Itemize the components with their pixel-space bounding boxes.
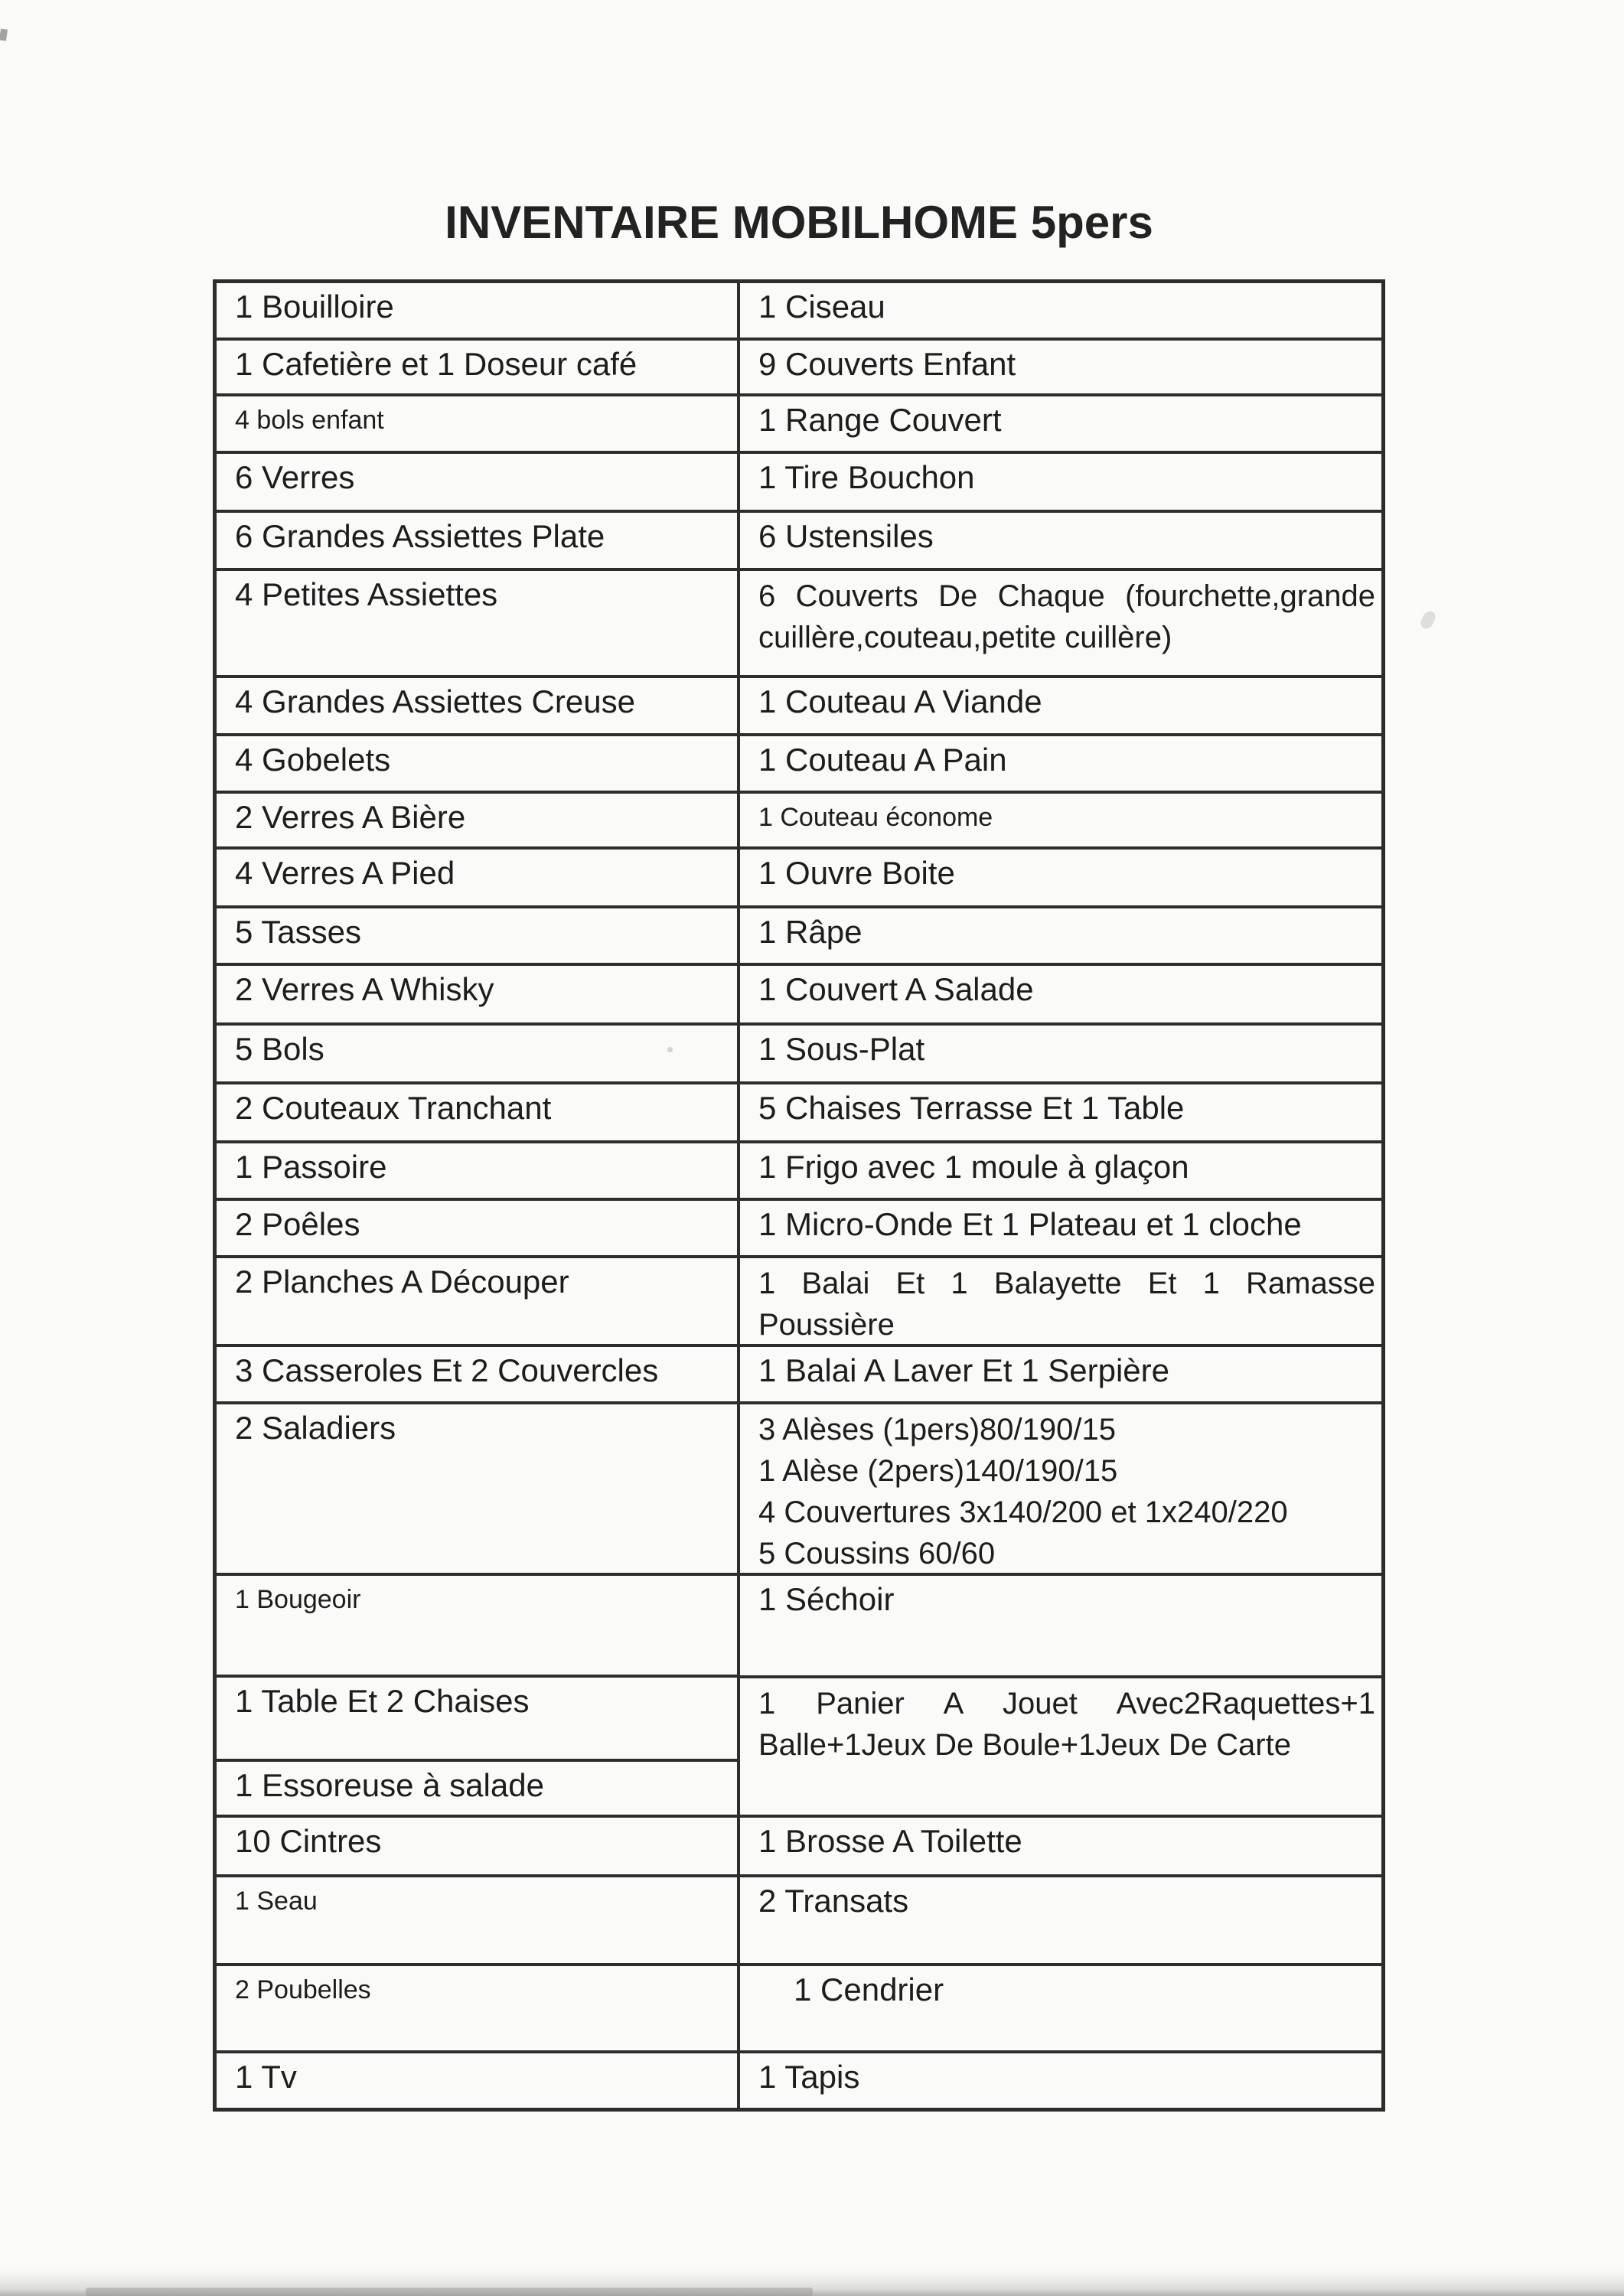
inventory-line: 3 Casseroles Et 2 Couvercles xyxy=(235,1352,659,1388)
inventory-line: 3 Alèses (1pers)80/190/15 xyxy=(758,1413,1116,1446)
inventory-cell xyxy=(217,513,737,571)
inventory-line: 1 Range Couvert xyxy=(758,402,1002,438)
inventory-cell xyxy=(217,2053,737,2108)
inventory-cell xyxy=(740,1026,1381,1084)
inventory-cell xyxy=(740,1258,1381,1347)
inventory-cell xyxy=(740,1347,1381,1404)
inventory-line: 1 Ciseau xyxy=(758,289,885,325)
inventory-cell xyxy=(740,571,1381,678)
inventory-line: 5 Tasses xyxy=(235,914,361,950)
inventory-cell xyxy=(217,341,737,396)
inventory-cell xyxy=(740,1084,1381,1143)
inventory-cell xyxy=(217,1877,737,1966)
inventory-line: 2 Poêles xyxy=(235,1206,360,1242)
scan-margin-smudge xyxy=(1419,609,1437,631)
inventory-cell xyxy=(740,396,1381,454)
inventory-cell xyxy=(740,1678,1381,1818)
inventory-cell xyxy=(217,794,737,850)
inventory-cell xyxy=(217,1818,737,1877)
inventory-cell xyxy=(217,678,737,736)
inventory-line: 1 Passoire xyxy=(235,1149,387,1185)
inventory-cell xyxy=(740,850,1381,908)
inventory-cell xyxy=(740,454,1381,513)
inventory-line: 1 Brosse A Toilette xyxy=(758,1823,1022,1859)
inventory-line: 1 Couteau A Viande xyxy=(758,683,1042,719)
scan-bottom-edge-dark xyxy=(86,2288,813,2296)
inventory-cell xyxy=(740,736,1381,794)
inventory-line: 1 Balai A Laver Et 1 Serpière xyxy=(758,1352,1169,1388)
inventory-line: 1 Tire Bouchon xyxy=(758,459,975,495)
inventory-cell xyxy=(740,1877,1381,1966)
inventory-line: 6 Grandes Assiettes Plate xyxy=(235,518,605,554)
inventory-cell xyxy=(740,794,1381,850)
inventory-cell xyxy=(740,1143,1381,1201)
inventory-column-left xyxy=(217,283,740,2108)
inventory-line: 9 Couverts Enfant xyxy=(758,346,1016,382)
inventory-line: 6 Ustensiles xyxy=(758,518,934,554)
inventory-cell xyxy=(740,908,1381,966)
inventory-cell xyxy=(217,850,737,908)
inventory-line: 1 Table Et 2 Chaises xyxy=(235,1683,530,1719)
inventory-line: 4 Grandes Assiettes Creuse xyxy=(235,683,635,719)
inventory-cell xyxy=(740,2053,1381,2108)
inventory-line: 1 Panier A Jouet Avec2Raquettes+1 xyxy=(758,1687,1375,1720)
inventory-cell xyxy=(740,1576,1381,1678)
inventory-line: 4 bols enfant xyxy=(235,406,384,435)
inventory-line: 1 Séchoir xyxy=(758,1581,895,1617)
inventory-cell xyxy=(740,1966,1381,2053)
inventory-line: 4 Couvertures 3x140/200 et 1x240/220 xyxy=(758,1495,1288,1529)
inventory-line: 6 Couverts De Chaque (fourchette,grande xyxy=(758,579,1375,613)
inventory-line: 4 Verres A Pied xyxy=(235,855,455,891)
inventory-cell xyxy=(740,966,1381,1026)
inventory-cell xyxy=(740,1201,1381,1258)
inventory-cell xyxy=(217,908,737,966)
inventory-line: 1 Cafetière et 1 Doseur café xyxy=(235,346,638,382)
inventory-line: Balle+1Jeux De Boule+1Jeux De Carte xyxy=(758,1728,1291,1762)
inventory-cell xyxy=(217,1201,737,1258)
inventory-line: 1 Bouilloire xyxy=(235,289,394,325)
inventory-cell xyxy=(217,571,737,678)
inventory-line: 2 Transats xyxy=(758,1883,909,1919)
inventory-line: 1 Bougeoir xyxy=(235,1585,361,1614)
inventory-line: 5 Chaises Terrasse Et 1 Table xyxy=(758,1090,1185,1126)
inventory-line: 1 Seau xyxy=(235,1887,318,1916)
inventory-line: 2 Verres A Bière xyxy=(235,799,466,835)
inventory-line: 1 Essoreuse à salade xyxy=(235,1767,544,1803)
inventory-line: 1 Balai Et 1 Balayette Et 1 Ramasse xyxy=(758,1267,1375,1300)
inventory-cell xyxy=(217,966,737,1026)
inventory-cell xyxy=(217,1143,737,1201)
inventory-cell xyxy=(740,513,1381,571)
document-title: INVENTAIRE MOBILHOME 5pers xyxy=(445,197,1153,248)
inventory-cell xyxy=(217,1576,737,1678)
inventory-line: 5 Coussins 60/60 xyxy=(758,1537,996,1570)
inventory-line: cuillère,couteau,petite cuillère) xyxy=(758,621,1172,654)
inventory-line: 1 Couvert A Salade xyxy=(758,971,1034,1007)
inventory-line: 1 Tapis xyxy=(758,2059,860,2095)
inventory-cell xyxy=(217,1762,737,1818)
inventory-line: 5 Bols xyxy=(235,1031,324,1067)
inventory-line: 1 Râpe xyxy=(758,914,863,950)
inventory-cell xyxy=(740,1818,1381,1877)
inventory-cell xyxy=(217,1258,737,1347)
inventory-line: 1 Couteau économe xyxy=(758,803,993,832)
inventory-line: 2 Verres A Whisky xyxy=(235,971,494,1007)
inventory-cell xyxy=(217,1404,737,1576)
inventory-cell xyxy=(217,1966,737,2053)
inventory-cell xyxy=(740,1404,1381,1576)
inventory-cell xyxy=(217,1026,737,1084)
inventory-line: 4 Gobelets xyxy=(235,742,391,778)
inventory-line: 1 Micro-Onde Et 1 Plateau et 1 cloche xyxy=(758,1206,1302,1242)
inventory-cell xyxy=(217,1678,737,1762)
inventory-cell xyxy=(217,1347,737,1404)
inventory-cell xyxy=(217,736,737,794)
inventory-cell xyxy=(217,283,737,341)
inventory-line: 10 Cintres xyxy=(235,1823,382,1859)
inventory-line: 2 Saladiers xyxy=(235,1410,396,1446)
inventory-line: Poussière xyxy=(758,1308,895,1342)
inventory-line: 6 Verres xyxy=(235,459,355,495)
inventory-line: 1 Cendrier xyxy=(794,1971,944,2007)
inventory-line: 1 Ouvre Boite xyxy=(758,855,955,891)
inventory-line: 1 Couteau A Pain xyxy=(758,742,1007,778)
inventory-line: 2 Couteaux Tranchant xyxy=(235,1090,552,1126)
inventory-cell xyxy=(217,1084,737,1143)
inventory-cell xyxy=(740,678,1381,736)
inventory-cell xyxy=(740,283,1381,341)
inventory-line: 1 Alèse (2pers)140/190/15 xyxy=(758,1454,1118,1488)
inventory-cell xyxy=(740,341,1381,396)
inventory-cell xyxy=(217,396,737,454)
inventory-line: 2 Planches A Découper xyxy=(235,1264,569,1300)
inventory-line: 1 Frigo avec 1 moule à glaçon xyxy=(758,1149,1189,1185)
inventory-line: 2 Poubelles xyxy=(235,1975,371,2004)
inventory-table xyxy=(213,279,1385,2112)
inventory-cell xyxy=(217,454,737,513)
inventory-line: 1 Tv xyxy=(235,2059,297,2095)
scan-corner-mark xyxy=(0,28,8,41)
inventory-column-right xyxy=(740,283,1381,2108)
inventory-line: 1 Sous-Plat xyxy=(758,1031,925,1067)
inventory-line: 4 Petites Assiettes xyxy=(235,576,498,612)
